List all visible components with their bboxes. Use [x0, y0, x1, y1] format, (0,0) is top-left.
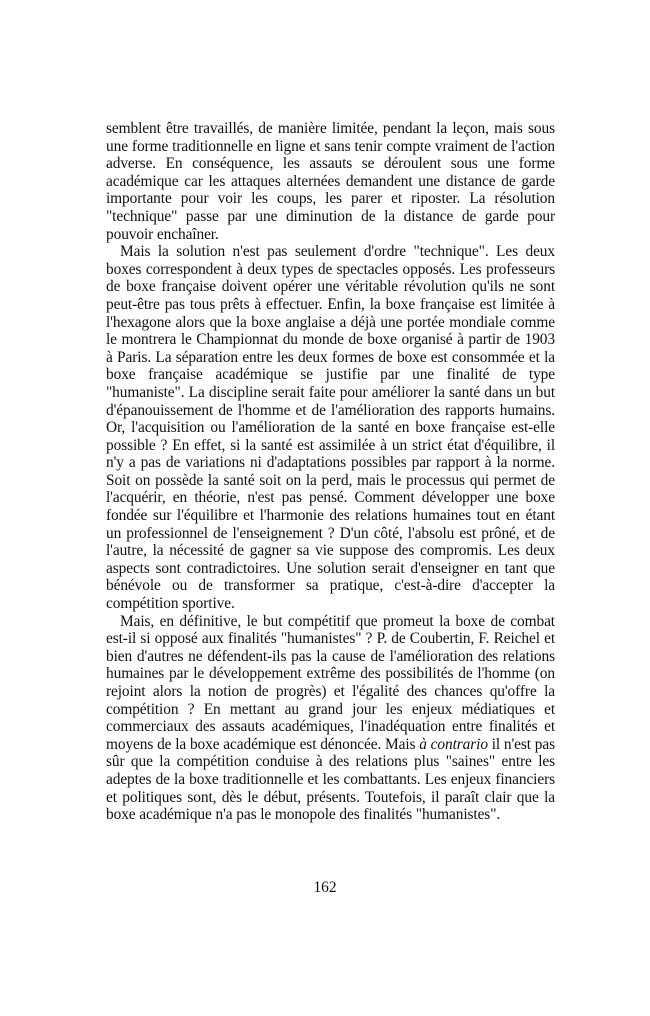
page-number: 162	[313, 879, 337, 896]
paragraph-3-italic-phrase: à contrario	[419, 735, 488, 753]
paragraph-3-text-end: il n'est pas sûr que la compétition conduise à des relations plus "saines" entre les adeptes de la boxe traditionnelle et les combattants. Les enjeux financiers et politiques sont, dès le début, présents. Toutefois, il paraît clair que la boxe académique n'a pas le monopole des finalités "humanistes".	[106, 735, 555, 824]
paragraph-2-text: Mais la solution n'est pas seulement d'ordre "technique". Les deux boxes correspondent à deux types de spectacles opposés. Les professeurs de boxe française doivent opérer une véritable révolution qu'ils ne sont peut-être pas tous prêts à effectuer. Enfin, la boxe française est limitée à l'hexagone alors que la boxe anglaise a déjà une portée mondiale comme le montrera le Championnat du monde de boxe organisé à partir de 1903 à Paris. La séparation entre les deux formes de boxe est consommée et la boxe française académique se justifie par une finalité de type "humaniste". La discipline serait faite pour améliorer la santé dans un but d'épanouissement de l'homme et de l'amélioration des rapports humains. Or, l'acquisition ou l'amélioration de la santé en boxe française est-elle possible ? En effet, si la santé est assimilée à un strict état d'équilibre, il n'y a pas de variations ni d'adaptations possibles par rapport à la norme. Soit on possède la santé soit on la perd, mais le processus qui permet de l'acquérir, en théorie, n'est pas pensé. Comment développer une boxe fondée sur l'équilibre et l'harmonie des relations humaines tout en étant un professionnel de l'enseignement ? D'un côté, l'absolu est prôné, et de l'autre, la nécessité de gagner sa vie suppose des compromis. Les deux aspects sont contradictoires. Une solution serait d'enseigner en tant que bénévole ou de transformer sa pratique, c'est-à-dire d'accepter la compétition sportive.	[106, 243, 555, 613]
paragraph-3	[106, 613, 555, 824]
paragraph-1-text: semblent être travaillés, de manière limitée, pendant la leçon, mais sous une forme traditionnelle en ligne et sans tenir compte vraiment de l'action adverse. En conséquence, les assauts se déroulent sous une forme académique car les attaques alternées demandent une distance de garde importante pour voir les coups, les parer et riposter. La résolution "technique" passe par une diminution de la distance de garde pour pouvoir enchaîner.	[106, 120, 555, 243]
paragraph-2	[106, 243, 555, 612]
body-text	[106, 120, 555, 824]
paragraph-3-text-start: Mais, en définitive, le but compétitif que promeut la boxe de combat est-il si opposé aux finalités "humanistes" ? P. de Coubertin, F. Reichel et bien d'autres ne défendent-ils pas la cause de l'amélioration des relations humaines par le développement extrême des possibilités de l'homme (on rejoint alors la notion de progrès) et l'égalité des chances qu'offre la compétition ? En mettant au grand jour les enjeux médiatiques et commerciaux des assauts académiques, l'inadéquation entre finalités et moyens de la boxe académique est dénoncée. Mais	[106, 612, 555, 753]
paragraph-1	[106, 120, 555, 243]
